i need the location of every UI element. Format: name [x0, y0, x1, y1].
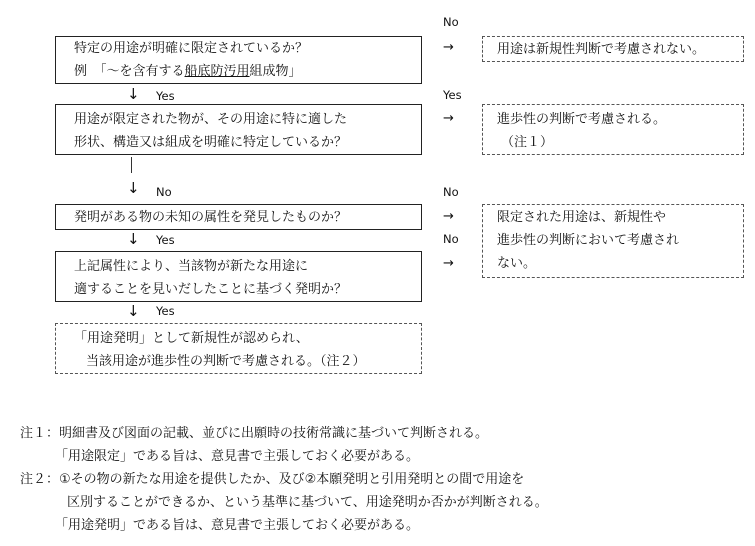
- note-1-line-2: 「用途限定」である旨は、意見書で主張しておく必要がある。: [55, 449, 420, 464]
- question-4-line-2: 適することを見いだしたことに基づく発明か？: [74, 282, 348, 297]
- result-3-line-2: 進歩性の判断において考慮され: [497, 233, 680, 248]
- question-3-line-1: 発明がある物の未知の属性を発見したものか？: [74, 210, 348, 225]
- question-box-shape-structure: [55, 104, 422, 155]
- note-2-line-3: 「用途発明」である旨は、意見書で主張しておく必要がある。: [55, 518, 420, 533]
- arrow-down-2: ↓: [127, 179, 140, 197]
- question-2-line-2: 形状、構造又は組成を明確に特定しているか？: [74, 135, 348, 150]
- result-3-line-1: 限定された用途は、新規性や: [497, 210, 667, 225]
- label-yes-4: Yes: [156, 304, 175, 318]
- label-no-1: No: [443, 15, 459, 29]
- arrow-down-1: ↓: [127, 85, 140, 103]
- question-1-line-1: 特定の用途が明確に限定されているか？: [74, 41, 309, 56]
- question-box-unknown-attribute: [55, 204, 422, 230]
- question-4-line-1: 上記属性により、当該物が新たな用途に: [74, 259, 309, 274]
- label-no-3-right: No: [443, 185, 459, 199]
- final-line-2: 当該用途が進歩性の判断で考慮される。（注２）: [86, 354, 366, 369]
- result-box-inventive-step: [482, 104, 744, 155]
- result-box-not-considered: [482, 36, 744, 62]
- arrow-right-2: →: [443, 111, 454, 126]
- label-yes-3: Yes: [156, 233, 175, 247]
- note-2-line-2: 区別することができるか、という基準に基づいて、用途発明か否かが判断される。: [67, 495, 548, 510]
- result-3-line-3: ない。: [497, 256, 537, 271]
- result-box-limited-use: [482, 204, 744, 278]
- arrow-right-1: →: [443, 40, 454, 55]
- final-line-1: 「用途発明」として新規性が認められ、: [74, 331, 309, 346]
- question-box-new-use: [55, 251, 422, 302]
- arrow-right-4: →: [443, 256, 454, 271]
- label-yes-1: Yes: [156, 89, 175, 103]
- label-yes-2-right: Yes: [443, 88, 462, 102]
- arrow-down-4: ↓: [127, 302, 140, 320]
- note-1-line-1: 注１：明細書及び図面の記載、並びに出願時の技術常識に基づいて判断される。: [20, 426, 489, 441]
- question-1-line-2: [74, 65, 302, 78]
- question-box-specific-use: [55, 36, 422, 84]
- label-no-2-down: No: [156, 185, 172, 199]
- connector-line-2: [131, 157, 132, 173]
- result-2-line-2: （注１）: [501, 135, 554, 150]
- question-1-example-suffix: 組成物」: [249, 64, 302, 79]
- arrow-down-3: ↓: [127, 230, 140, 248]
- question-2-line-1: 用途が限定された物が、その用途に特に適した: [74, 112, 348, 127]
- result-1-line-1: 用途は新規性判断で考慮されない。: [497, 42, 706, 57]
- final-result-box: [55, 323, 422, 374]
- question-1-example-underlined: 船底防汚用: [184, 64, 250, 79]
- arrow-right-3: →: [443, 209, 454, 224]
- result-2-line-1: 進歩性の判断で考慮される。: [497, 112, 667, 127]
- question-1-example-prefix: 例 「～を含有する: [74, 64, 185, 79]
- label-no-4-right: No: [443, 232, 459, 246]
- note-2-line-1: 注２：①その物の新たな用途を提供したか、及び②本願発明と引用発明との間で用途を: [20, 472, 525, 487]
